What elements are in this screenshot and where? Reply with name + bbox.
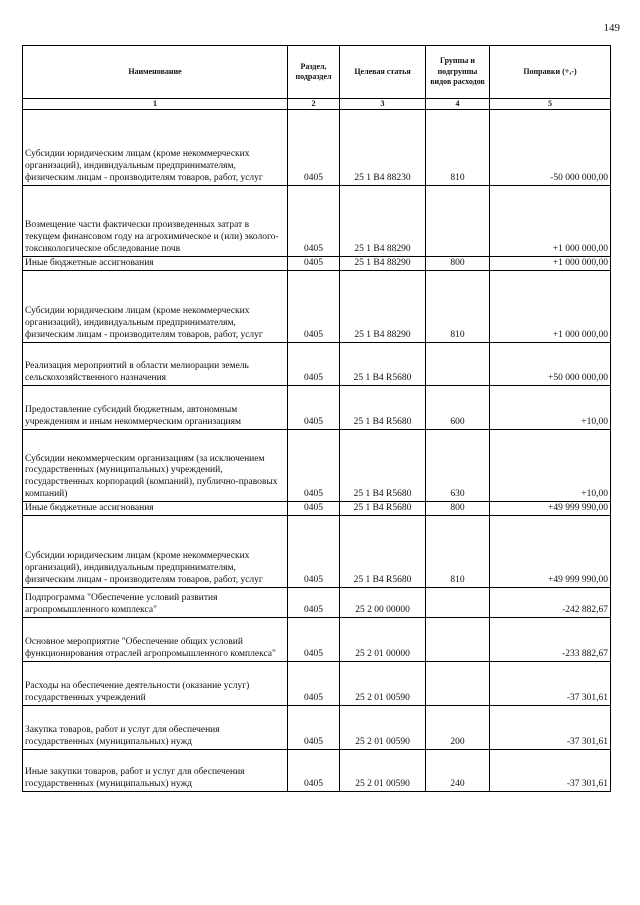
row-amount: +1 000 000,00 [490, 257, 611, 271]
row-amount: +50 000 000,00 [490, 343, 611, 386]
row-expense-group [426, 618, 490, 662]
row-section: 0405 [288, 386, 340, 430]
table-row [23, 588, 611, 618]
row-amount: -37 301,61 [490, 662, 611, 706]
row-expense-group: 630 [426, 430, 490, 502]
row-amount: +49 999 990,00 [490, 502, 611, 516]
row-expense-group [426, 662, 490, 706]
budget-amendments-table [22, 45, 611, 792]
row-section: 0405 [288, 271, 340, 343]
row-expense-group: 600 [426, 386, 490, 430]
table-row [23, 618, 611, 662]
row-expense-group: 810 [426, 271, 490, 343]
row-amount: +1 000 000,00 [490, 186, 611, 257]
row-target-article: 25 2 01 00590 [340, 662, 426, 706]
table-row [23, 343, 611, 386]
row-target-article: 25 1 B4 R5680 [340, 502, 426, 516]
row-target-article: 25 2 01 00590 [340, 750, 426, 792]
header-expense-groups: Группы и подгруппы видов расходов [426, 46, 490, 99]
row-name: Расходы на обеспечение деятельности (оказание услуг) государственных учреждений [23, 662, 288, 706]
column-number: 1 [23, 99, 288, 110]
column-number: 2 [288, 99, 340, 110]
row-section: 0405 [288, 706, 340, 750]
column-number: 5 [490, 99, 611, 110]
row-name: Субсидии некоммерческим организациям (за исключением государственных (муниципальных) учреждений, государственных корпораций (компаний), публично-правовых компаний) [23, 430, 288, 502]
row-amount: -37 301,61 [490, 750, 611, 792]
column-number: 4 [426, 99, 490, 110]
row-target-article: 25 1 B4 88290 [340, 271, 426, 343]
page-number: 149 [603, 22, 620, 34]
row-section: 0405 [288, 662, 340, 706]
row-name: Субсидии юридическим лицам (кроме некоммерческих организаций), индивидуальным предпринимателям, физическим лицам - производителям товаров, работ, услуг [23, 271, 288, 343]
table-row [23, 502, 611, 516]
row-name: Закупка товаров, работ и услуг для обеспечения государственных (муниципальных) нужд [23, 706, 288, 750]
table-row [23, 750, 611, 792]
row-amount: +49 999 990,00 [490, 516, 611, 588]
row-name: Иные бюджетные ассигнования [23, 502, 288, 516]
row-amount: -50 000 000,00 [490, 110, 611, 186]
row-name: Основное мероприятие "Обеспечение общих условий функционирования отраслей агропромышленного комплекса" [23, 618, 288, 662]
row-expense-group: 800 [426, 257, 490, 271]
row-section: 0405 [288, 750, 340, 792]
row-name: Иные закупки товаров, работ и услуг для обеспечения государственных (муниципальных) нужд [23, 750, 288, 792]
row-name: Субсидии юридическим лицам (кроме некоммерческих организаций), индивидуальным предпринимателям, физическим лицам - производителям товаров, работ, услуг [23, 110, 288, 186]
table-row [23, 430, 611, 502]
table-header-row [23, 46, 611, 99]
column-number: 3 [340, 99, 426, 110]
row-amount: +10,00 [490, 386, 611, 430]
row-expense-group [426, 588, 490, 618]
row-section: 0405 [288, 588, 340, 618]
row-target-article: 25 1 B4 R5680 [340, 386, 426, 430]
row-expense-group: 200 [426, 706, 490, 750]
row-amount: -242 882,67 [490, 588, 611, 618]
row-section: 0405 [288, 618, 340, 662]
row-section: 0405 [288, 502, 340, 516]
header-section: Раздел, подраздел [288, 46, 340, 99]
table-row [23, 110, 611, 186]
row-name: Реализация мероприятий в области мелиорации земель сельскохозяйственного назначения [23, 343, 288, 386]
table-row [23, 257, 611, 271]
row-target-article: 25 1 B4 R5680 [340, 343, 426, 386]
row-target-article: 25 2 00 00000 [340, 588, 426, 618]
header-amendments: Поправки (+,-) [490, 46, 611, 99]
row-target-article: 25 1 B4 R5680 [340, 430, 426, 502]
row-target-article: 25 1 B4 88290 [340, 257, 426, 271]
row-amount: +1 000 000,00 [490, 271, 611, 343]
row-expense-group: 800 [426, 502, 490, 516]
row-target-article: 25 2 01 00590 [340, 706, 426, 750]
row-amount: -233 882,67 [490, 618, 611, 662]
row-section: 0405 [288, 343, 340, 386]
column-number-row [23, 99, 611, 110]
row-section: 0405 [288, 516, 340, 588]
row-name: Подпрограмма "Обеспечение условий развития агропромышленного комплекса" [23, 588, 288, 618]
row-expense-group [426, 343, 490, 386]
row-section: 0405 [288, 186, 340, 257]
row-amount: -37 301,61 [490, 706, 611, 750]
row-section: 0405 [288, 257, 340, 271]
row-target-article: 25 1 B4 88230 [340, 110, 426, 186]
row-name: Субсидии юридическим лицам (кроме некоммерческих организаций), индивидуальным предпринимателям, физическим лицам - производителям товаров, работ, услуг [23, 516, 288, 588]
row-expense-group: 810 [426, 516, 490, 588]
row-name: Предоставление субсидий бюджетным, автономным учреждениям и иным некоммерческим организациям [23, 386, 288, 430]
table-row [23, 516, 611, 588]
table-row [23, 386, 611, 430]
row-name: Иные бюджетные ассигнования [23, 257, 288, 271]
table-row [23, 662, 611, 706]
header-target-article: Целевая статья [340, 46, 426, 99]
header-name: Наименование [23, 46, 288, 99]
table-row [23, 271, 611, 343]
row-target-article: 25 2 01 00000 [340, 618, 426, 662]
row-name: Возмещение части фактически произведенных затрат в текущем финансовом году на агрохимическое и (или) эколого-токсикологическое обследование почв [23, 186, 288, 257]
row-expense-group: 810 [426, 110, 490, 186]
row-expense-group: 240 [426, 750, 490, 792]
row-target-article: 25 1 B4 R5680 [340, 516, 426, 588]
row-section: 0405 [288, 430, 340, 502]
table-row [23, 706, 611, 750]
row-section: 0405 [288, 110, 340, 186]
row-expense-group [426, 186, 490, 257]
row-amount: +10,00 [490, 430, 611, 502]
table-row [23, 186, 611, 257]
row-target-article: 25 1 B4 88290 [340, 186, 426, 257]
